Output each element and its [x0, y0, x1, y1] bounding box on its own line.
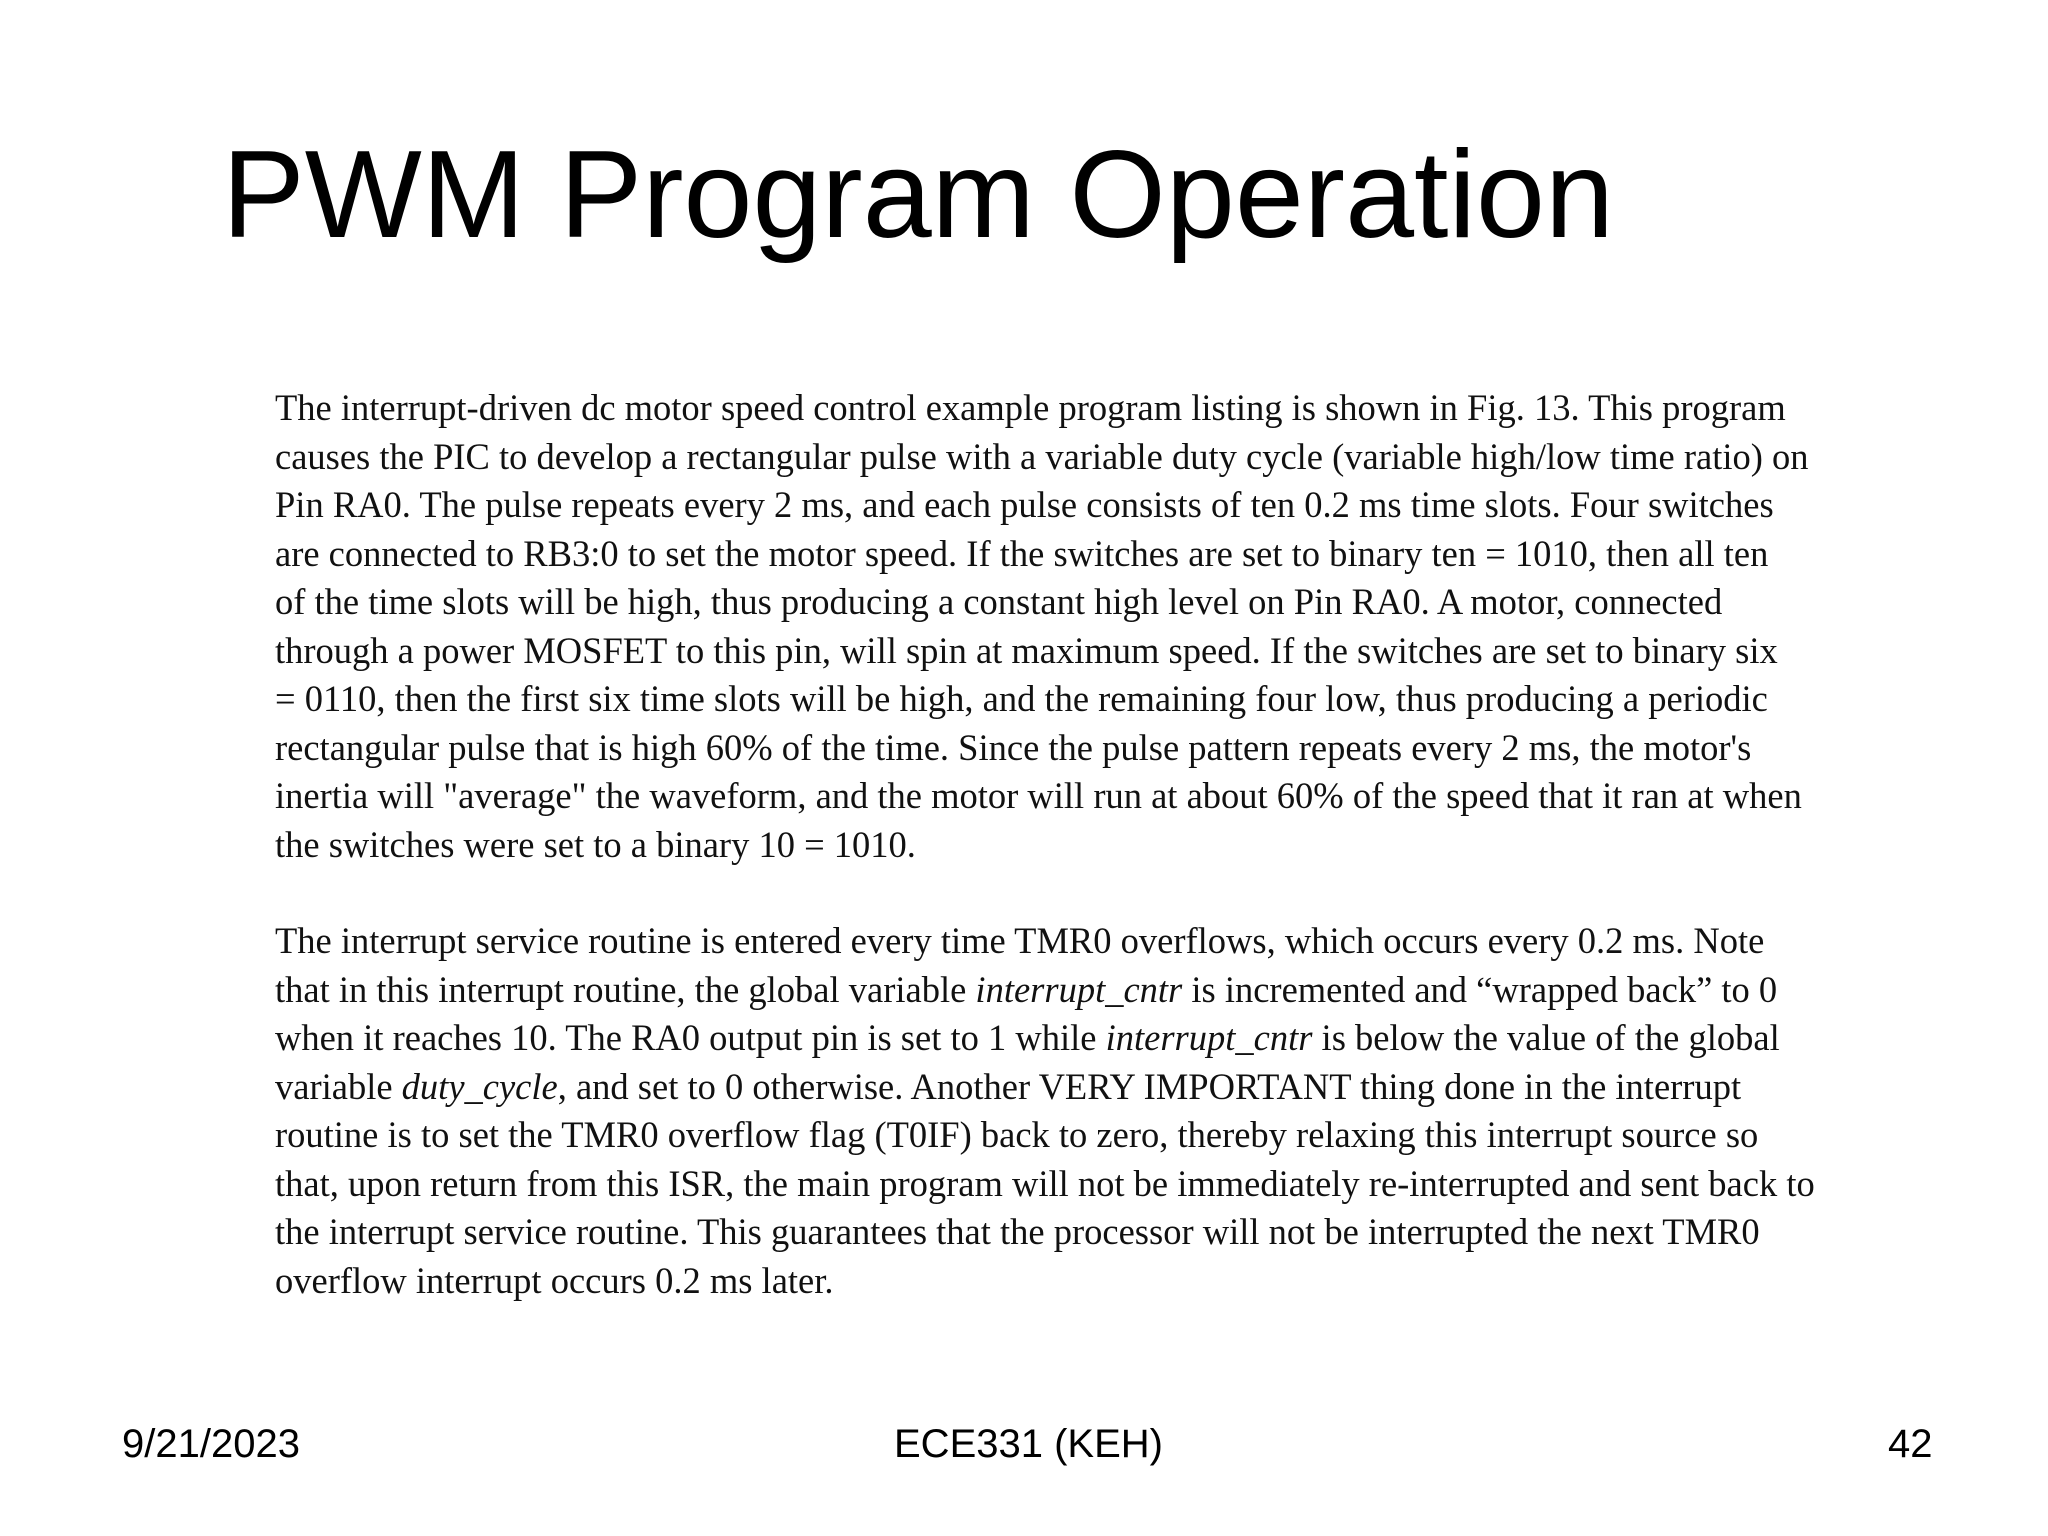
text-segment: is incremented and “wrapped back” to 0: [1182, 968, 1778, 1010]
text-line: through a power MOSFET to this pin, will spin at maximum speed. If the switches are set to binary six: [275, 629, 1778, 671]
footer-course: ECE331 (KEH): [894, 1422, 1163, 1466]
slide-title: PWM Program Operation: [222, 126, 1614, 264]
text-segment: is below the value of the global: [1312, 1017, 1780, 1058]
variable-name: duty_cycle: [401, 1065, 558, 1107]
text-line: The interrupt-driven dc motor speed control example program listing is shown in Fig. 13. This program: [275, 387, 1786, 428]
text-segment: , and set to 0 otherwise. Another VERY IMPORTANT thing done in the interrupt: [557, 1065, 1742, 1107]
variable-name: interrupt_cntr: [975, 968, 1183, 1010]
text-line: the switches were set to a binary 10 = 1010.: [275, 823, 916, 865]
text-segment: variable: [275, 1065, 402, 1107]
text-segment: when it reaches 10. The RA0 output pin is set to 1 while: [275, 1017, 1106, 1058]
text-line: Pin RA0. The pulse repeats every 2 ms, and each pulse consists of ten 0.2 ms time slots. Four switches: [275, 484, 1774, 525]
text-line: the interrupt service routine. This guarantees that the processor will not be interrupted the next TMR0: [275, 1211, 1760, 1252]
text-line: The interrupt service routine is entered every time TMR0 overflows, which occurs every 0.2 ms. Note: [275, 920, 1765, 961]
paragraph-1: [275, 384, 2048, 869]
text-line: inertia will "average" the waveform, and the motor will run at about 60% of the speed that it ran at when: [275, 775, 1802, 816]
paragraph-2: [275, 917, 2048, 1305]
text-line: routine is to set the TMR0 overflow flag (T0IF) back to zero, thereby relaxing this interrupt source so: [275, 1114, 1759, 1155]
text-line: are connected to RB3:0 to set the motor speed. If the switches are set to binary ten = 1010, then all ten: [275, 532, 1769, 574]
text-line: causes the PIC to develop a rectangular pulse with a variable duty cycle (variable high/low time ratio) on: [275, 435, 1809, 477]
text-line: [275, 1014, 2048, 1063]
text-line: [275, 966, 2048, 1015]
text-line: [275, 1063, 2048, 1112]
text-line: of the time slots will be high, thus producing a constant high level on Pin RA0. A motor, connected: [275, 581, 1723, 622]
text-line: that, upon return from this ISR, the main program will not be immediately re-interrupted and sent back to: [275, 1162, 1815, 1204]
footer-date: 9/21/2023: [122, 1422, 300, 1466]
text-line: overflow interrupt occurs 0.2 ms later.: [275, 1259, 834, 1301]
variable-name: interrupt_cntr: [1105, 1017, 1313, 1058]
page-number: 42: [1888, 1422, 1933, 1466]
text-segment: that in this interrupt routine, the global variable: [275, 968, 976, 1010]
paragraph-gap: [275, 869, 2048, 917]
slide-body: [275, 384, 2048, 1305]
text-line: rectangular pulse that is high 60% of the time. Since the pulse pattern repeats every 2 ms, the motor's: [275, 726, 1752, 768]
text-line: = 0110, then the first six time slots will be high, and the remaining four low, thus producing a periodic: [275, 678, 1768, 719]
